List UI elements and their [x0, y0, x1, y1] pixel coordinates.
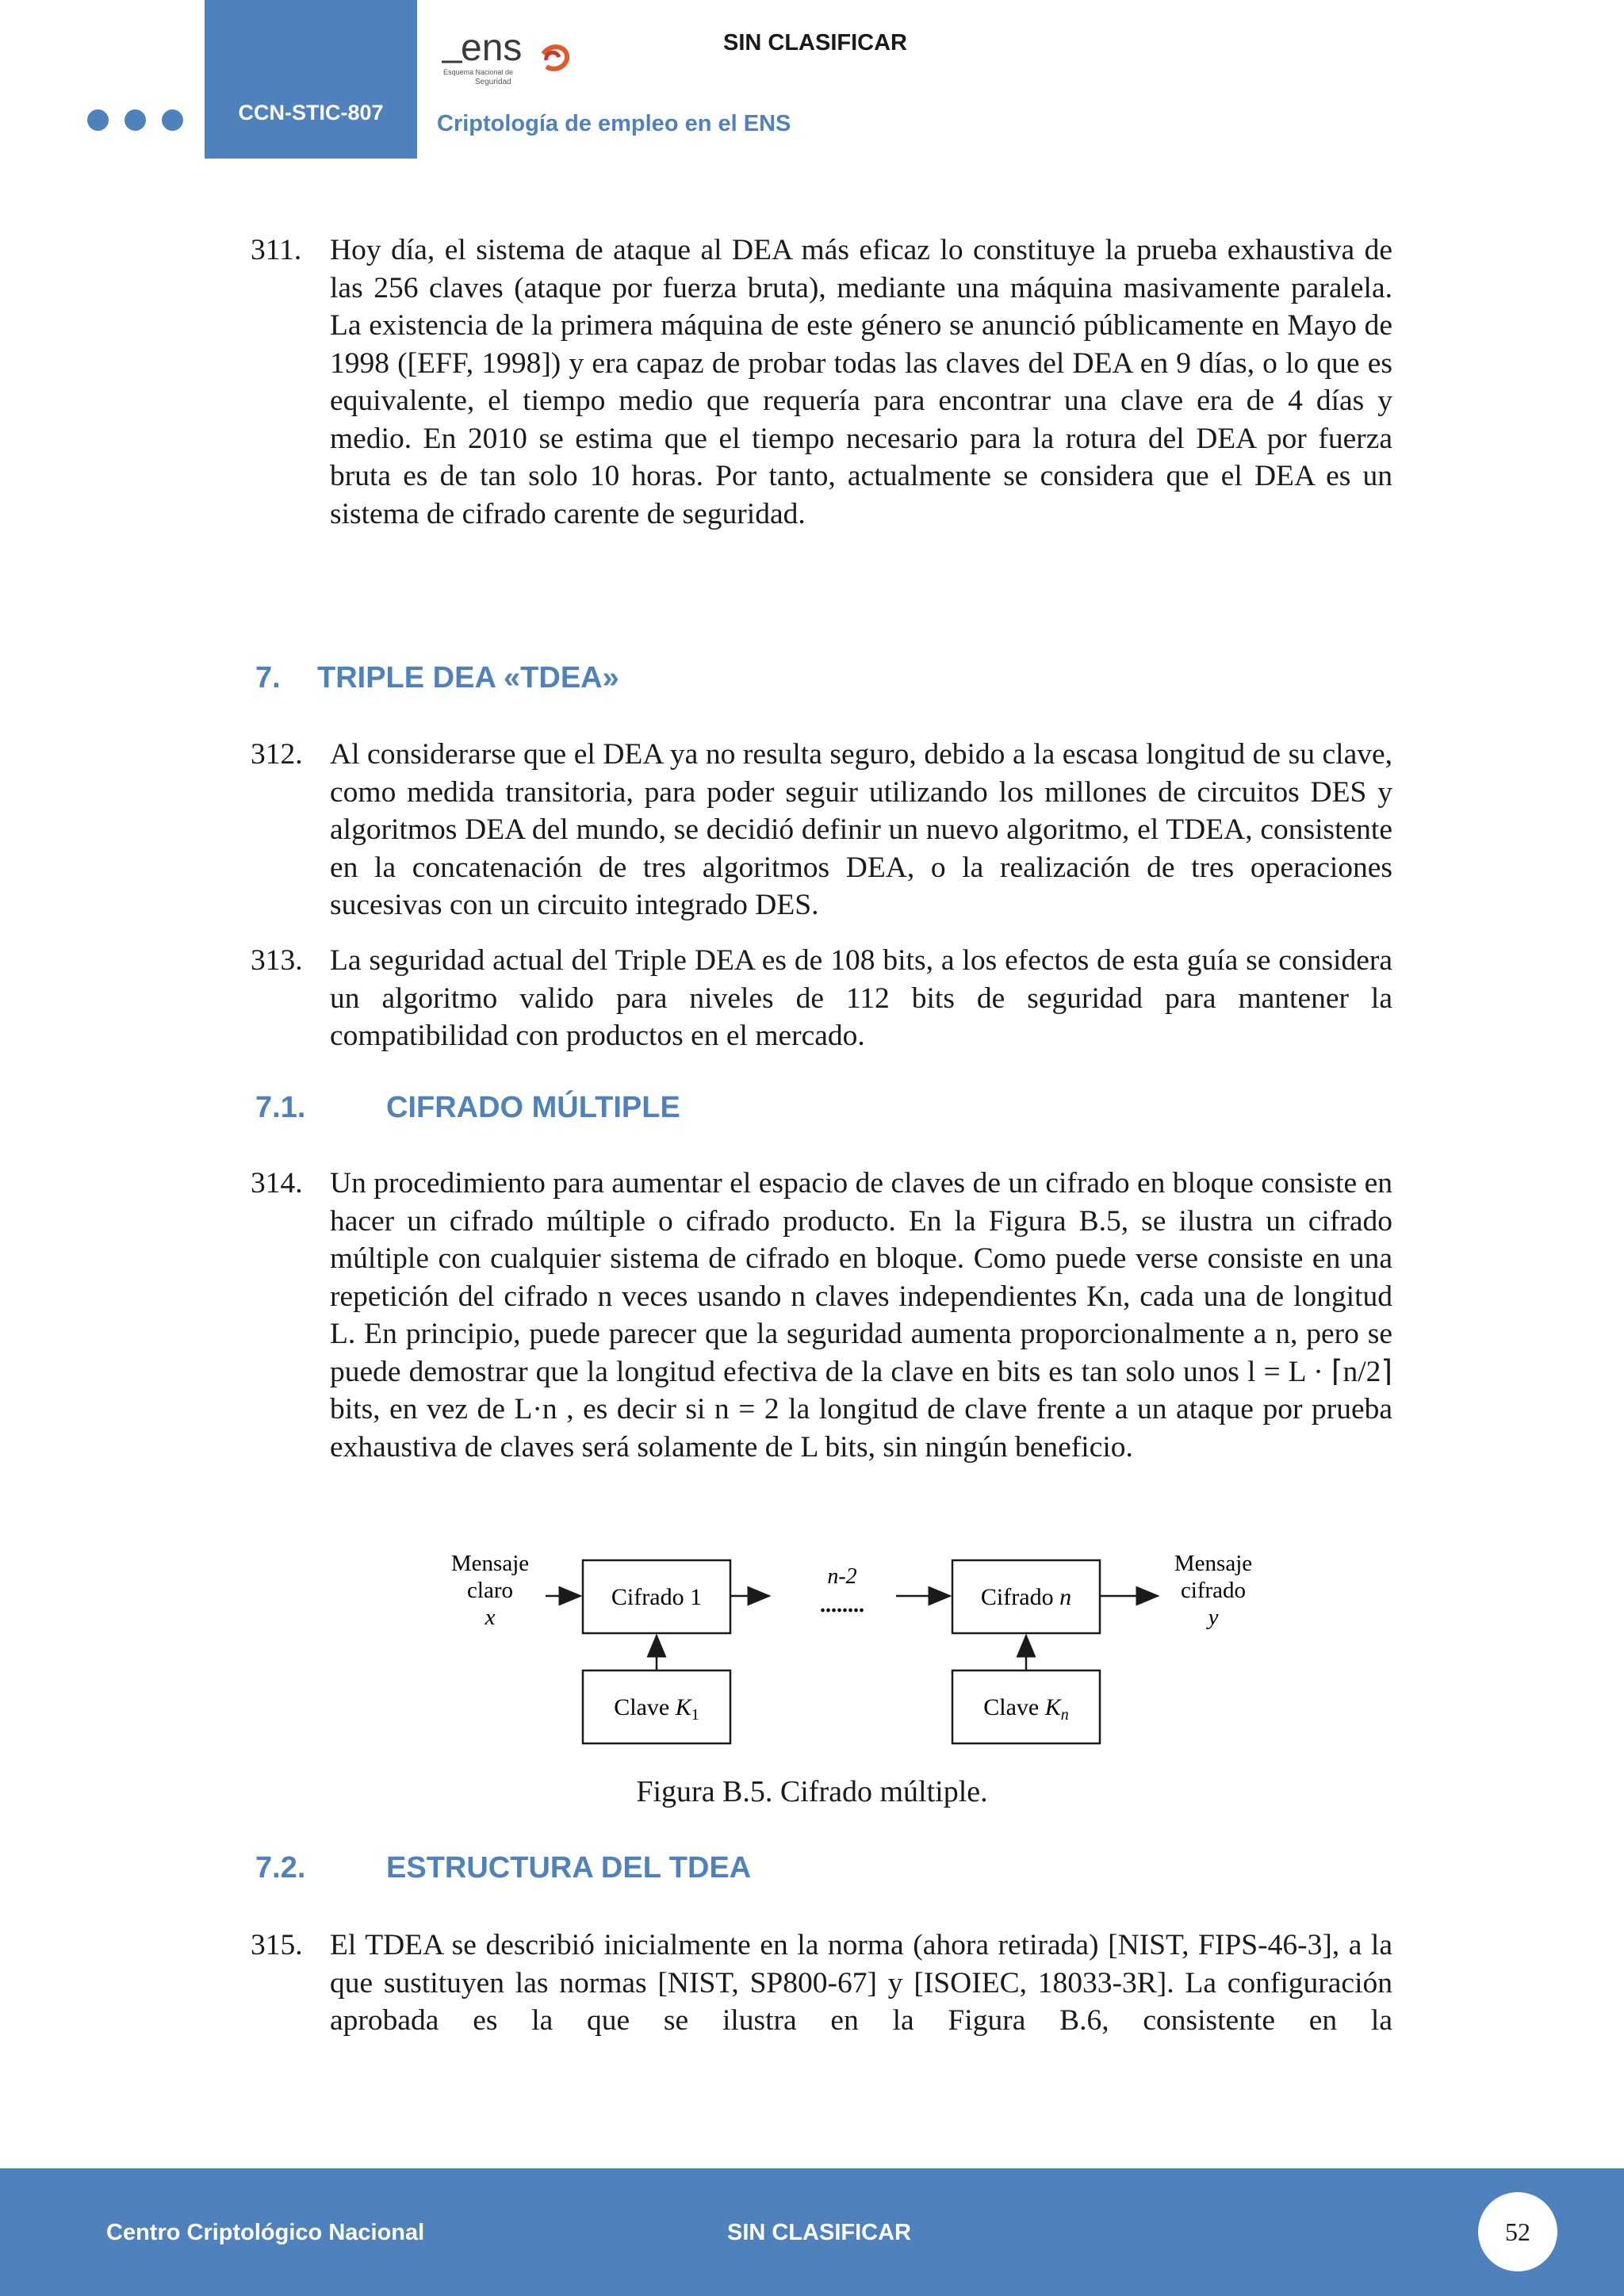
output-label-line2: cifrado — [1180, 1578, 1247, 1603]
figure-multiple-cipher — [428, 1546, 1261, 1752]
svg-text:Esquema Nacional de: Esquema Nacional de — [443, 68, 514, 76]
page-number-badge — [1478, 2192, 1557, 2271]
middle-dots: ........ — [820, 1593, 864, 1617]
section-heading-7-1 — [255, 1091, 680, 1125]
paragraph-313 — [251, 942, 1392, 1055]
key-box-n-label: Clave $K_n$ — [983, 1694, 1069, 1724]
heading-number: 7.2. — [255, 1851, 306, 1885]
cipher-box-n-label: Cifrado n — [980, 1584, 1072, 1610]
input-label-line2: claro — [467, 1578, 513, 1603]
paragraph-text: El TDEA se describió inicialmente en la norma (ahora retirada) [NIST, FIPS-46-3], a la que sustituyen las normas [NIST, SP800-67] y [ISOIEC, 18033-3R]. La configuración aprobada es la que se ilustra en la Figura B.6, consistente en la — [330, 1929, 1392, 2037]
key-box-1-label: Clave $K_1$ — [614, 1694, 699, 1724]
header-doc-title: Criptología de empleo en el ENS — [437, 111, 791, 136]
output-variable: y — [1208, 1605, 1219, 1630]
figure-caption: Figura B.5. Cifrado múltiple. — [636, 1775, 988, 1808]
paragraph-311 — [251, 232, 1392, 533]
input-label-line1: Mensaje — [450, 1551, 530, 1576]
paragraph-text: Un procedimiento para aumentar el espacio de claves de un cifrado en bloque consiste en hacer un cifrado múltiple o cifrado producto. En la Figura B.5, se ilustra un cifrado múltiple con cualquier sistema de cifrado en bloque. Como puede verse consiste en una repetición del cifrado n veces usando n claves independientes Kn, cada una de longitud L. En principio, puede parecer que la seguridad aumenta proporcionalmente a n, pero se puede demostrar que la longitud efectiva de la clave en bits es tan solo unos l = L · ⌈n/2⌉ bits, en vez de L·n , es decir si n = 2 la longitud de clave frente a un ataque por prueba exhaustiva de claves será solamente de L bits, sin ningún beneficio. — [330, 1167, 1392, 1464]
svg-text:Seguridad: Seguridad — [475, 78, 511, 86]
paragraph-number: 313. — [251, 944, 303, 977]
paragraph-number: 314. — [251, 1167, 303, 1200]
footer-classification: SIN CLASIFICAR — [727, 2220, 911, 2245]
paragraph-text: La seguridad actual del Triple DEA es de 108 bits, a los efectos de esta guía se considera un algoritmo valido para niveles de 112 bits de seguridad para mantener la compatibilidad con productos en el mercado. — [330, 944, 1392, 1052]
dot-icon — [124, 109, 146, 131]
paragraph-number: 311. — [251, 234, 302, 266]
section-heading-7 — [255, 661, 619, 695]
header-classification: SIN CLASIFICAR — [723, 30, 907, 55]
section-heading-7-2 — [255, 1851, 751, 1885]
middle-label: n-2 — [827, 1564, 857, 1589]
heading-title: CIFRADO MÚLTIPLE — [386, 1091, 680, 1124]
paragraph-number: 312. — [251, 738, 303, 771]
cipher-box-1-label: Cifrado 1 — [611, 1584, 703, 1610]
paragraph-text: Hoy día, el sistema de ataque al DEA más eficaz lo constituye la prueba exhaustiva de las 256 claves (ataque por fuerza bruta), mediante una máquina masivamente paralela. La existencia de la primera máquina de este género se anunció públicamente en Mayo de 1998 ([EFF, 1998]) y era capaz de probar todas las claves del DEA en 9 días, o lo que es equivalente, el tiempo medio que requería para encontrar una clave era de 4 días y medio. En 2010 se estima que el tiempo necesario para la rotura del DEA por fuerza bruta es de tan solo 10 horas. Por tanto, actualmente se considera que el DEA es un sistema de cifrado carente de seguridad. — [330, 234, 1392, 530]
heading-number: 7.1. — [255, 1091, 306, 1124]
paragraph-315 — [251, 1927, 1392, 2040]
heading-number: 7. — [255, 661, 281, 695]
page-number: 52 — [1505, 2217, 1530, 2246]
dot-icon — [162, 109, 183, 131]
output-label-line1: Mensaje — [1174, 1551, 1253, 1576]
paragraph-312 — [251, 736, 1392, 924]
heading-title: TRIPLE DEA «TDEA» — [317, 661, 619, 695]
footer-organization: Centro Criptológico Nacional — [106, 2220, 425, 2245]
ens-logo — [440, 29, 583, 92]
paragraph-text: Al considerarse que el DEA ya no resulta seguro, debido a la escasa longitud de su clave, como medida transitoria, para poder seguir utilizando los millones de circuitos DES y algoritmos DEA del mundo, se decidió definir un nuevo algoritmo, el TDEA, consistente en la concatenación de tres algoritmos DEA, o la realización de tres operaciones sucesivas con un circuito integrado DES. — [330, 738, 1392, 921]
dot-icon — [87, 109, 109, 131]
svg-text:ens: ens — [461, 29, 523, 69]
doc-code: CCN-STIC-807 — [238, 101, 384, 124]
doc-code-badge — [205, 0, 417, 159]
input-variable: x — [485, 1605, 496, 1630]
heading-title: ESTRUCTURA DEL TDEA — [386, 1851, 752, 1885]
header-dots — [87, 109, 183, 131]
paragraph-314 — [251, 1165, 1392, 1466]
paragraph-number: 315. — [251, 1929, 303, 1961]
